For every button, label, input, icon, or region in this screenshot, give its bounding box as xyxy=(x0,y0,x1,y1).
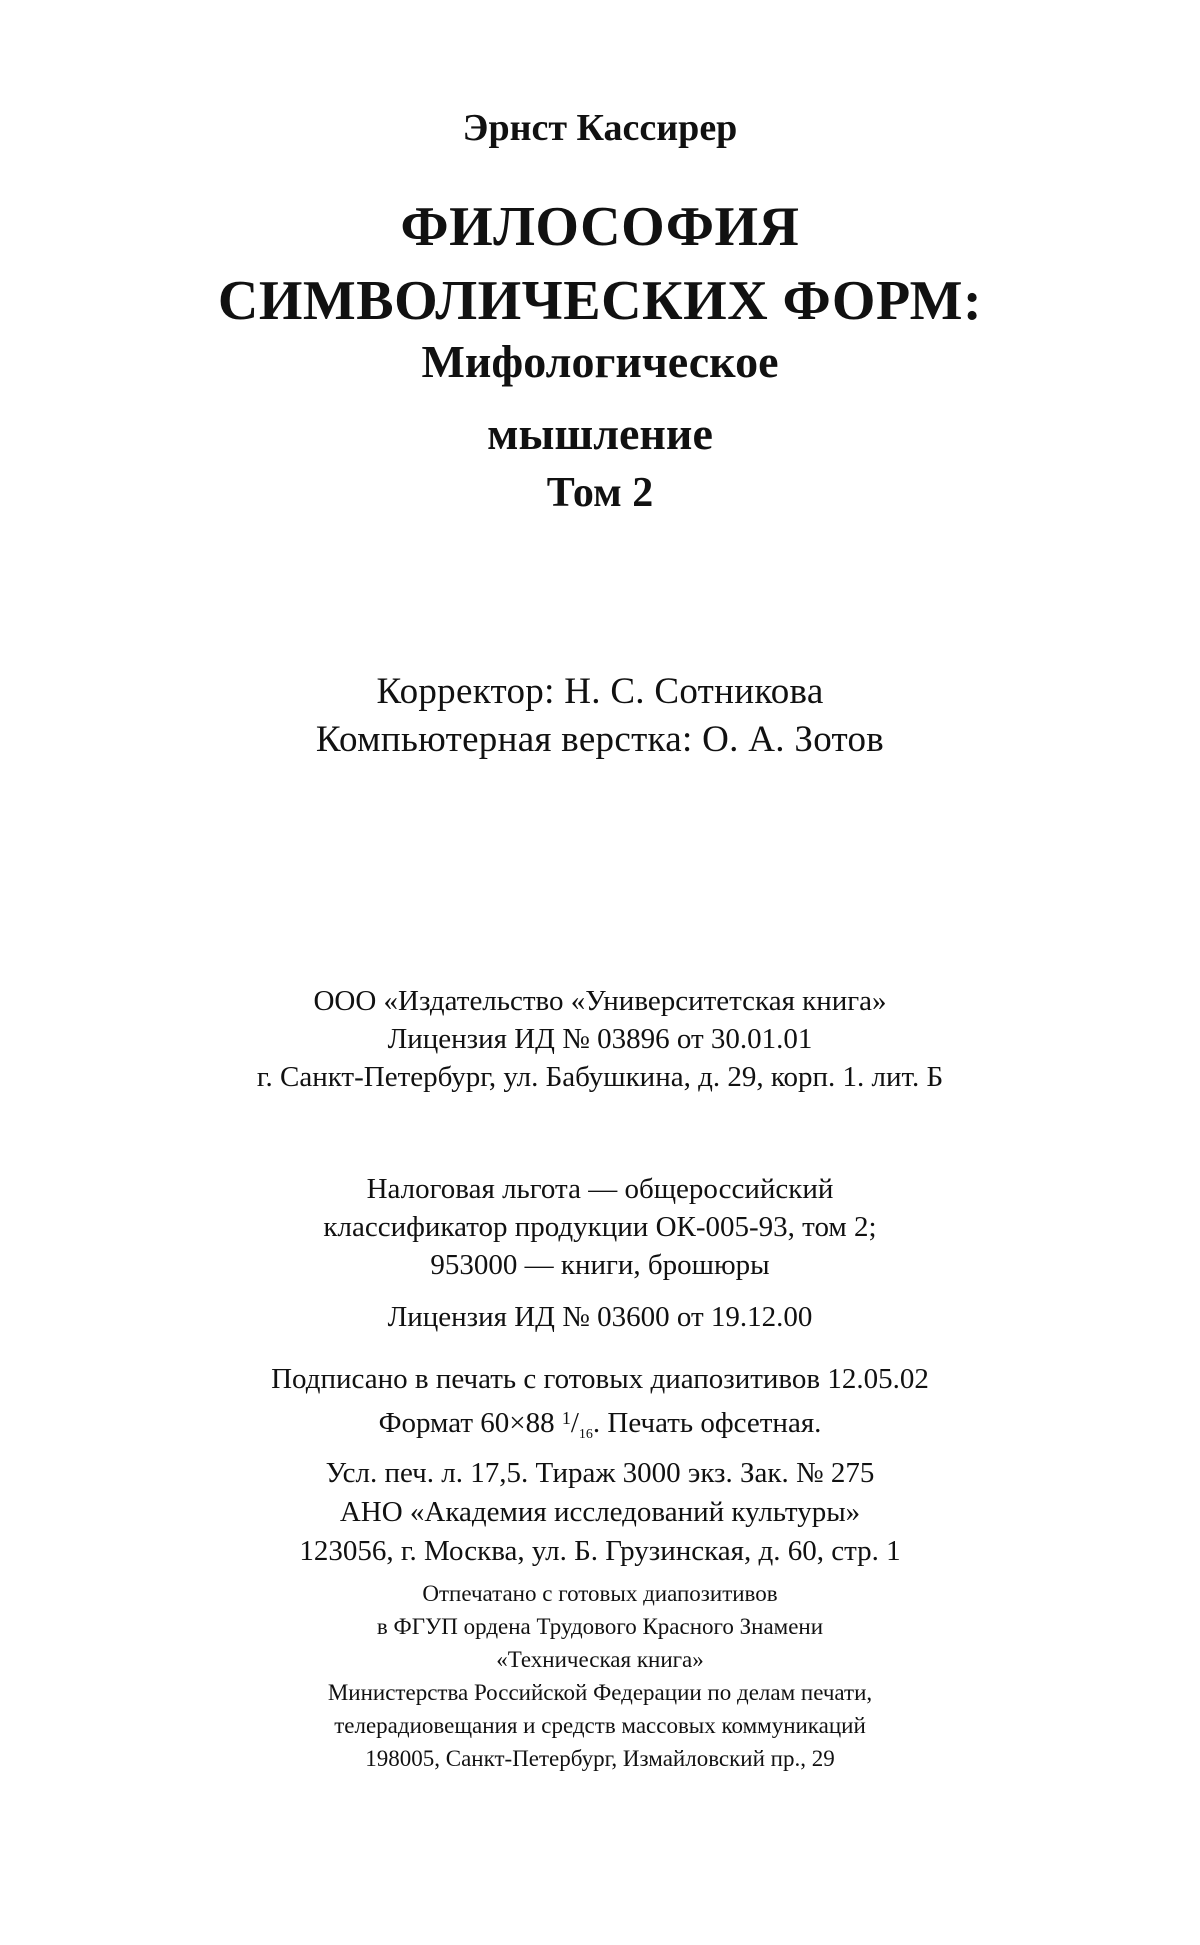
format-denominator: 16 xyxy=(578,1427,593,1442)
tax-line-3: 953000 — книги, брошюры xyxy=(430,1249,770,1281)
print-info-block xyxy=(0,1360,1200,1571)
format-suffix: . Печать офсетная. xyxy=(592,1407,822,1439)
publisher-block xyxy=(0,982,1200,1096)
tax-line-1: Налоговая льгота — общероссийский xyxy=(366,1173,834,1205)
print-volume-run: Усл. печ. л. 17,5. Тираж 3000 экз. Зак. № 275 xyxy=(325,1457,875,1489)
corrector-credit: Корректор: Н. С. Сотникова xyxy=(376,671,824,712)
signed-for-print: Подписано в печать с готовых диапозитивов 12.05.02 xyxy=(271,1363,929,1395)
printer-line-3: «Техническая книга» xyxy=(496,1647,704,1672)
print-license xyxy=(0,1298,1200,1336)
author-name-text: Эрнст Кассирер xyxy=(462,107,738,149)
organization-address: 123056, г. Москва, ул. Б. Грузинская, д. 60, стр. 1 xyxy=(299,1535,901,1567)
book-title-line-2: СИМВОЛИЧЕСКИХ ФОРМ: xyxy=(217,270,983,332)
organization-name: АНО «Академия исследований культуры» xyxy=(339,1496,861,1528)
book-title-line-1: ФИЛОСОФИЯ xyxy=(400,196,800,258)
format-line xyxy=(0,1399,1200,1454)
printer-line-4: Министерства Российской Федерации по делам печати, xyxy=(327,1680,873,1705)
publisher-address: г. Санкт-Петербург, ул. Бабушкина, д. 29, корп. 1. лит. Б xyxy=(256,1061,944,1093)
tax-block xyxy=(0,1170,1200,1284)
book-subtitle xyxy=(0,326,1200,470)
printer-line-2: в ФГУП ордена Трудового Красного Знамени xyxy=(376,1614,824,1639)
printer-line-5: телерадиовещания и средств массовых коммуникаций xyxy=(334,1713,866,1738)
format-slash: / xyxy=(570,1407,579,1439)
book-subtitle-line-1: Мифологическое xyxy=(421,336,779,387)
volume-number xyxy=(0,465,1200,521)
layout-credit: Компьютерная верстка: О. А. Зотов xyxy=(315,719,885,760)
format-numerator: 1 xyxy=(561,1408,571,1428)
publisher-license: Лицензия ИД № 03896 от 30.01.01 xyxy=(387,1023,813,1055)
credits-block xyxy=(0,668,1200,764)
book-subtitle-line-2: мышление xyxy=(487,408,713,459)
printer-line-1: Отпечатано с готовых диапозитивов xyxy=(422,1581,778,1606)
format-prefix: Формат 60×88 xyxy=(378,1407,562,1439)
printer-line-6: 198005, Санкт-Петербург, Измайловский пр., 29 xyxy=(365,1746,835,1771)
volume-number-text: Том 2 xyxy=(546,470,654,516)
book-title xyxy=(0,190,1200,338)
author-name xyxy=(0,103,1200,153)
publisher-name: ООО «Издательство «Университетская книга» xyxy=(313,985,887,1017)
print-license-text: Лицензия ИД № 03600 от 19.12.00 xyxy=(387,1301,813,1333)
printer-block xyxy=(0,1577,1200,1775)
tax-line-2: классификатор продукции ОК-005-93, том 2; xyxy=(323,1211,877,1243)
